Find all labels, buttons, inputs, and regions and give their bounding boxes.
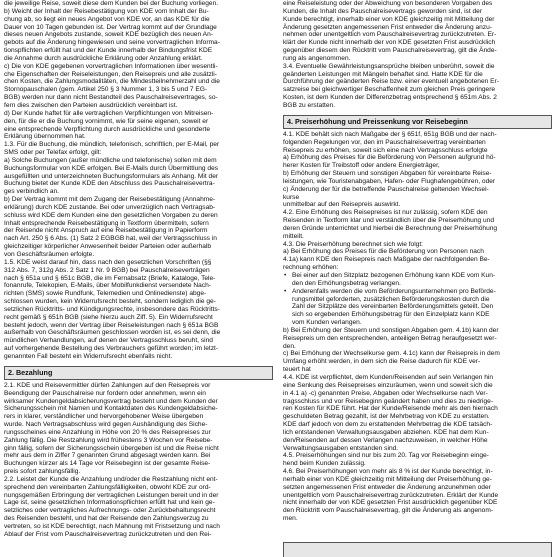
calculation-bullet-list	[283, 272, 552, 327]
list-item: • Bei einer auf den Sitzplatz bezogenen Erhöhung kann KDE vom Kun- den den Erhöhungsbetrag verlangen.	[283, 272, 552, 288]
left-column	[4, 0, 273, 555]
terms-text-section-4-continued: b) Bei Erhöhung der Steuern und sonstigen Abgaben gem. 4.1b) kann der Reisepreis um den entsprechenden, anteiligen Betrag heraufgesetzt wer- den. c) Bei Erhöhung der Wechselkurse gem. 4.1c) kann der Reisepreis in dem Umfang erhöht werden, in dem sich die Reise dadurch für KDE ver- teuert hat 4.4. KDE ist verpflichtet, dem Kunden/Reisenden auf sein Verlangen hin eine Senkung des Reisepreises einzuräumen, wenn und soweit sich die in 4.1 a) -c) genannten Preise, Abgaben oder Wechselkurse nach Ver- tragsschluss und vor Reisebeginn geändert haben und dies zu niedrige- ren Kosten für KDE führt. Hat der Kunde/Reisende mehr als den hiernach geschuldeten Betrag gezahlt, ist der Mehrbetrag von KDE zu erstatten. KDE darf jedoch von dem zu erstattenden Mehrbetrag die KDE tatsäch- lich entstandenen Verwaltungsausgaben abziehen. KDE hat dem Kun- den/Reisenden auf dessen Verlangen nachzuweisen, in welcher Höhe Verwaltungsausgaben entstanden sind. 4.5. Preiserhöhungen sind nur bis zum 20. Tag vor Reisebeginn einge- hend beim Kunden zulässig. 4.6. Bei Preiserhöhungen von mehr als 8 % ist der Kunde berechtigt, in- nerhalb einer von KDE gleichzeitig mit Mitteilung der Preiserhöhung ge- setzten angemessenen Frist entweder die Änderung anzunehmen oder unentgeltlich vom Pauschalreisevertrag zurückzutreten. Erklärt der Kunde nicht innerhalb der von KDE gesetzten Frist ausdrücklich gegenüber KDE den Rücktritt vom Pauschalreisevertrag, gilt die Änderung als angenom- men.	[283, 326, 500, 523]
terms-text-section-3: eine Reiseleistung oder der Abweichung von besonderen Vorgaben des Kunden, die Inhalt des Pauschalreisevertrags geworden sind, ist der Kunde berechtigt, innerhalb einer von KDE gleichzeitig mit Mitteilung der Änderung gesetzten angemessenen Frist entweder die Änderung anzu- nehmen oder unentgeltlich vom Pauschalreisevertrag zurückzutreten. Er- klärt der Kunde nicht innerhalb der von KDE gesetzten Frist ausdrücklich gegenüber diesem den Rücktritt vom Pauschalreisevertrag, gilt die Ände- rung als angenommen. 3.4. Eventuelle Gewährleistungsansprüche bleiben unberührt, soweit die geänderten Leistungen mit Mängeln behaftet sind. Hatte KDE für die Durchführung der geänderten Reise bzw. einer eventuell angebotenen Er- satzreise bei gleichwertiger Beschaffenheit zum gleichen Preis geringere Kosten, ist dem Kunden der Differenzbetrag entsprechend § 651m Abs. 2 BGB zu erstatten.	[283, 0, 499, 109]
list-item: • Anderenfalls werden die vom Beförderungsunternehmen pro Beförde- rungsmittel geforderten, zusätzlichen Beförderungskosten durch die Zahl der Sitzplätze des vereinbarten Beförderungsmittels geteilt. Den sich so ergebenden Erhöhungsbetrag für den Einzelplatz kann KDE vom Kunden verlangen.	[283, 288, 552, 327]
section-heading-price-change: 4. Preiserhöhung und Preissenkung vor Reisebeginn	[283, 115, 552, 129]
terms-text-section-2: 2.1. KDE und Reisevermittler dürfen Zahlungen auf den Reisepreis vor Beendigung der Pauschalreise nur fordern oder annehmen, wenn ein wirksamer Kundengeldabsicherungsvertrag besteht und dem Kunden der Sicherungsschein mit Namen und Kontaktdaten des Kundengeldabsiche- rers in klarer, verständlicher und hervorgehobener Weise übergeben wurde. Nach Vertragsabschluss wird gegen Aushändigung des Siche- rungsscheines eine Anzahlung in Höhe von 20 % des Reisepreises zur Zahlung fällig. Die Restzahlung wird frühestens 3 Wochen vor Reisebe- ginn fällig, sofern der Sicherungsschein übergeben ist und die Reise nicht mehr aus dem in Ziffer 7 genannten Grund abgesagt werden kann. Bei Buchungen kürzer als 14 Tage vor Reisebeginn ist der gesamte Reise- preis sofort zahlungsfällig. 2.2. Leistet der Kunde die Anzahlung und/oder die Restzahlung nicht ent- sprechend den vereinbarten Zahlungsfälligkeiten, obwohl KDE zur ord- nungsgemäßen Erbringung der vertraglichen Leistungen bereit und in der Lage ist, seine gesetzlichen Informationspflichten erfüllt hat und kein ge- setzliches oder vertragliches Aufrechnungs- oder Zurückbehaltungsrecht des Reisenden besteht, und hat der Reisende den Zahlungsverzug zu vertreten, so ist KDE berechtigt, nach Mahnung mit Fristsetzung und nach Ablauf der Frist vom Pauschalreisevertrag zurückzutreten und den Rei-	[4, 381, 220, 538]
section-heading-payment: 2. Bezahlung	[4, 366, 273, 380]
terms-text-section-1: die jeweilige Reise, soweit diese dem Kunden bei der Buchung vorliegen. b) Weicht der Inhalt der Reisebestätigung von KDE vom Inhalt der Bu- chung ab, so liegt ein neues Angebot von KDE vor, an das KDE für die Dauer von 10 Tagen gebunden ist. Der Vertrag kommt auf der Grundlage dieses neuen Angebots zustande, soweit KDE bezüglich des neuen An- gebots auf die Änderung hingewiesen und seine vorvertraglichen Informa- tionspflichten erfüllt hat und der Kunde innerhalb der Bindungsfrist KDE die Annahme durch ausdrückliche Erklärung oder Anzahlung erklärt. c) Die von KDE gegebenen vorvertraglichen Informationen über wesentli- che Eigenschaften der Reiseleistungen, den Reisepreis und alle zusätzli- chen Kosten, die Zahlungsmodalitäten, die Mindestteilnehmerzahl und die Stornopauschalen (gem. Artikel 250 § 3 Nummer 1, 3 bis 5 und 7 EG- BGB) werden nur dann nicht Bestandteil des Pauschalreisevertrages, so- fern dies zwischen den Parteien ausdrücklich vereinbart ist. d) Der Kunde haftet für alle vertraglichen Verpflichtungen von Mitreisen- den, für die er die Buchung vornimmt, wie für seine eigenen, soweit er eine entsprechende Verpflichtung durch ausdrückliche und gesonderte Erklärung übernommen hat. 1.3. Für die Buchung, die mündlich, telefonisch, schriftlich, per E-Mail, per SMS oder per Telefax erfolgt, gilt: a) Solche Buchungen (außer mündliche und telefonische) sollen mit dem Buchungsformular von KDE erfolgen. Bei E-Mails durch Übermittlung des ausgefüllten und unterzeichneten Buchungsformulars als Anhang. Mit der Buchung bietet der Kunde KDE den Abschluss des Pauschalreisevertra- ges verbindlich an. b) Der Vertrag kommt mit dem Zugang der Reisebestätigung (Annahme- erklärung) durch KDE zustande. Bei oder unverzüglich nach Vertragsab- schluss wird KDE dem Kunden eine den gesetzlichen Vorgaben zu deren Inhalt entsprechende Reisebestätigung in Textform übermitteln, sofern der Reisende nicht Anspruch auf eine Reisebestätigung in Papierform nach Art. 250 § 6 Abs. (1) Satz 2 EGBGB hat, weil der Vertragsschluss in gleichzeitiger körperlicher Anwesenheit beider Parteien oder außerhalb von Geschäftsräumen erfolgte. 1.5. KDE weist darauf hin, dass nach den gesetzlichen Vorschriften (§§ 312 Abs. 7, 312g Abs. 2 Satz 1 Nr. 9 BGB) bei Pauschalreiseverträgen nach § 651a und § 651c BGB, die im Fernabsatz (Briefe, Kataloge, Tele- fonanrufe, Telekopien, E-Mails, über Mobilfunkdienst versendete Nach- richten (SMS) sowie Rundfunk, Telemedien und Onlinedienste) abge- schlossen wurden, kein Widerrufsrecht besteht, sondern lediglich die ge- setzlichen Rücktritts- und Kündigungsrechte, insbesondere das Rücktritts- recht gemäß § 651h BGB (siehe hierzu auch Ziff. 5). Ein Widerrufsrecht besteht jedoch, wenn der Vertrag über Reiseleistungen nach § 651a BGB außerhalb von Geschäftsräumen geschlossen worden ist, es sei denn, die mündlichen Verhandlungen, auf denen der Vertragsschluss beruht, sind auf vorhergehende Bestellung des Verbrauchers geführt worden; im letzt- genannten Fall besteht ein Widerrufsrecht ebenfalls nicht.	[4, 0, 221, 360]
terms-text-section-4: 4.1. KDE behält sich nach Maßgabe der § 651f, 651g BGB und der nach- folgenden Regelungen vor, den im Pauschalreisevertrag vereinbarten Reisepreis zu erhöhen, soweit sich eine nach Vertragsschluss erfolgte a) Erhöhung des Preises für die Beförderung von Personen aufgrund hö- herer Kosten für Treibstoff oder andere Energieträger, b) Erhöhung der Steuern und sonstigen Abgaben für vereinbarte Reise- leistungen, wie Touristenabgaben, Hafen- oder Flughafengebühren, oder c) Änderung der für die betreffende Pauschalreise geltenden Wechsel- kurse unmittelbar auf den Reisepreis auswirkt. 4.2. Eine Erhöhung des Reisepreises ist nur zulässig, sofern KDE den Reisenden in Textform klar und verständlich über die Preiserhöhung und deren Gründe unterrichtet und hierbei die Berechnung der Preiserhöhung mitteilt. 4.3. Die Preiserhöhung berechnet sich wie folgt: a) Bei Erhöhung des Preises für die Beförderung von Personen nach 4.1a) kann KDE den Reisepreis nach Maßgabe der nachfolgenden Be- rechnung erhöhen:	[283, 130, 498, 272]
right-column	[283, 0, 552, 555]
